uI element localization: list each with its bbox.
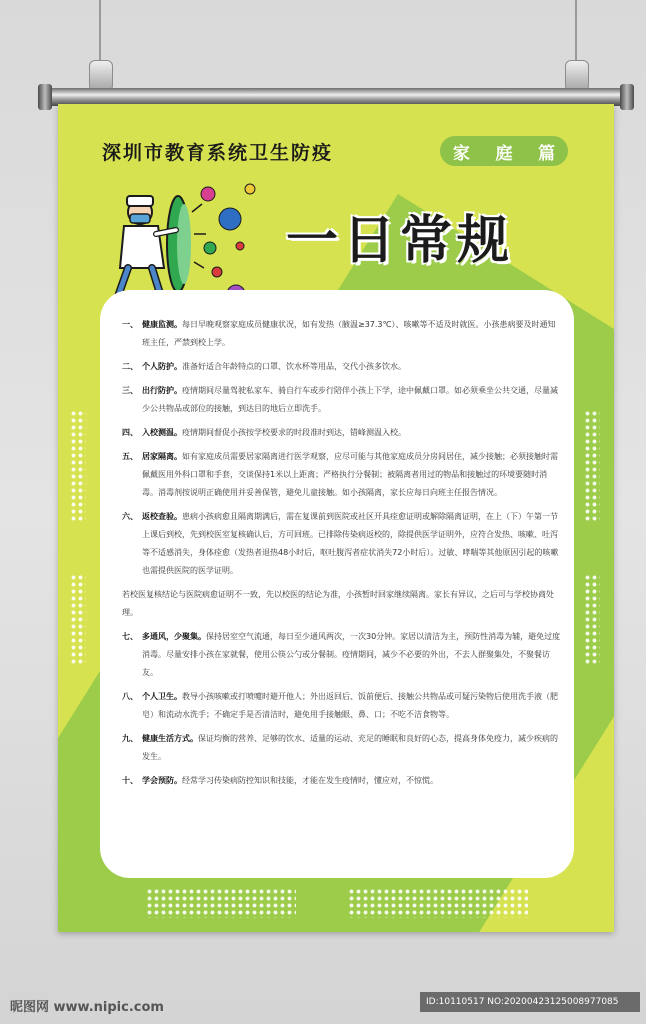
badge-char: 篇 xyxy=(538,143,556,164)
item-text: 疫情期间督促小孩按学校要求的时段准时到达，错峰测温入校。 xyxy=(182,428,406,437)
item-title: 学会预防。 xyxy=(142,776,182,785)
item-title: 个人防护。 xyxy=(142,362,182,371)
list-item xyxy=(122,316,562,352)
watermark-id: ID:10110517 NO:20200423125008977085 xyxy=(420,992,640,1012)
list-item-note xyxy=(122,586,562,622)
item-number: 四、 xyxy=(122,428,138,437)
item-text: 保证均衡的营养、足够的饮水、适量的运动、充足的睡眠和良好的心态，提高身体免疫力，减少疾病的发生。 xyxy=(142,734,558,761)
poster-rod-cap-left xyxy=(38,84,52,110)
item-number: 三、 xyxy=(122,386,138,395)
list-item xyxy=(122,358,562,376)
list-item xyxy=(122,730,562,766)
item-text: 患病小孩病愈且隔离期满后，需在复课前到医院或社区开具痊愈证明或解除隔离证明，在上（下）午第一节上课后到校，先到校医室复核确认后，方可回班。已排除传染病返校的，除提供医学证明外，应符合发热、咳嗽、吐泻等不适感消失，身体痊愈（发热者退热48小时后，呕吐腹泻者症状消失72小时后）。过敏、哮喘等其他原因引起的咳嗽也需提供医院的医学证明。 xyxy=(142,512,559,575)
list-item xyxy=(122,508,562,580)
list-item xyxy=(122,628,562,682)
item-title: 返校查验。 xyxy=(142,512,182,521)
list-item xyxy=(122,382,562,418)
dot-pattern-right-lower xyxy=(584,574,600,664)
item-text: 如有家庭成员需要居家隔离进行医学观察，应尽可能与其他家庭成员分房间居住，减少接触；必须接触时需佩戴医用外科口罩和手套，交谈保持1米以上距离；严格执行分餐制；被隔离者用过的物品和接触过的环境要随时消毒。消毒剂按说明正确使用并妥善保管，避免儿童接触。如小孩隔离，家长应每日向班主任报告情况。 xyxy=(142,452,558,497)
item-title: 多通风，少聚集。 xyxy=(142,632,206,641)
item-title: 居家隔离。 xyxy=(142,452,182,461)
item-title: 健康生活方式。 xyxy=(142,734,198,743)
item-number: 五、 xyxy=(122,452,138,461)
item-title: 个人卫生。 xyxy=(142,692,182,701)
poster xyxy=(58,104,614,932)
section-badge xyxy=(440,136,568,166)
list-item xyxy=(122,448,562,502)
item-text: 每日早晚观察家庭成员健康状况，如有发热（腋温≥37.3℃）、咳嗽等不适及时就医。小孩患病要及时通知班主任，严禁到校上学。 xyxy=(142,320,556,347)
item-number: 一、 xyxy=(122,320,138,329)
item-text: 教导小孩咳嗽或打喷嚏时避开他人；外出返回后、饭前便后、接触公共物品或可疑污染物后使用洗手液（肥皂）和流动水洗手；不确定手是否清洁时，避免用手接触眼、鼻、口；不吃不洁食物等。 xyxy=(142,692,558,719)
hanging-clip-right xyxy=(565,60,589,90)
dot-pattern-bottom-right xyxy=(348,888,528,918)
dot-pattern-bottom-left xyxy=(146,888,296,918)
item-text: 准备好适合年龄特点的口罩、饮水杯等用品，交代小孩多饮水。 xyxy=(182,362,406,371)
item-text: 保持居室空气流通，每日至少通风两次，一次30分钟。家居以清洁为主，预防性消毒为辅，避免过度消毒。尽量安排小孩在家就餐，使用公筷公勺或分餐制。疫情期间，减少不必要的外出，不去人群聚集处，不聚餐访友。 xyxy=(142,632,561,677)
item-number: 二、 xyxy=(122,362,138,371)
badge-char: 家 xyxy=(452,143,470,164)
content-card xyxy=(100,290,574,878)
list-item xyxy=(122,772,562,790)
item-number: 七、 xyxy=(122,632,138,641)
main-title: 一日常规 xyxy=(286,211,515,271)
list-item xyxy=(122,688,562,724)
badge-char: 庭 xyxy=(495,143,513,164)
poster-rod-cap-right xyxy=(620,84,634,110)
item-text: 疫情期间尽量驾驶私家车、骑自行车或步行陪伴小孩上下学，途中佩戴口罩。如必须乘坐公共交通，尽量减少公共物品或部位的接触，到达目的地后立即洗手。 xyxy=(142,386,558,413)
item-title: 出行防护。 xyxy=(142,386,182,395)
dot-pattern-right xyxy=(584,410,600,522)
item-text: 若校医复核结论与医院病愈证明不一致，先以校医的结论为准，小孩暂时回家继续隔离。家长有异议，之后可与学校协商处理。 xyxy=(122,590,554,617)
item-title: 健康监测。 xyxy=(142,320,182,329)
poster-title: 深圳市教育系统卫生防疫 xyxy=(102,142,334,164)
hanging-clip-left xyxy=(89,60,113,90)
item-number: 十、 xyxy=(122,776,138,785)
item-text: 经常学习传染病防控知识和技能，才能在发生疫情时，懂应对，不惊慌。 xyxy=(182,776,438,785)
dot-pattern-left xyxy=(70,410,86,522)
item-title: 入校测温。 xyxy=(142,428,182,437)
dot-pattern-left-lower xyxy=(70,574,86,664)
list-item xyxy=(122,424,562,442)
item-number: 六、 xyxy=(122,512,138,521)
watermark-site: 昵图网 www.nipic.com xyxy=(10,1000,164,1015)
item-number: 八、 xyxy=(122,692,138,701)
item-number: 九、 xyxy=(122,734,138,743)
